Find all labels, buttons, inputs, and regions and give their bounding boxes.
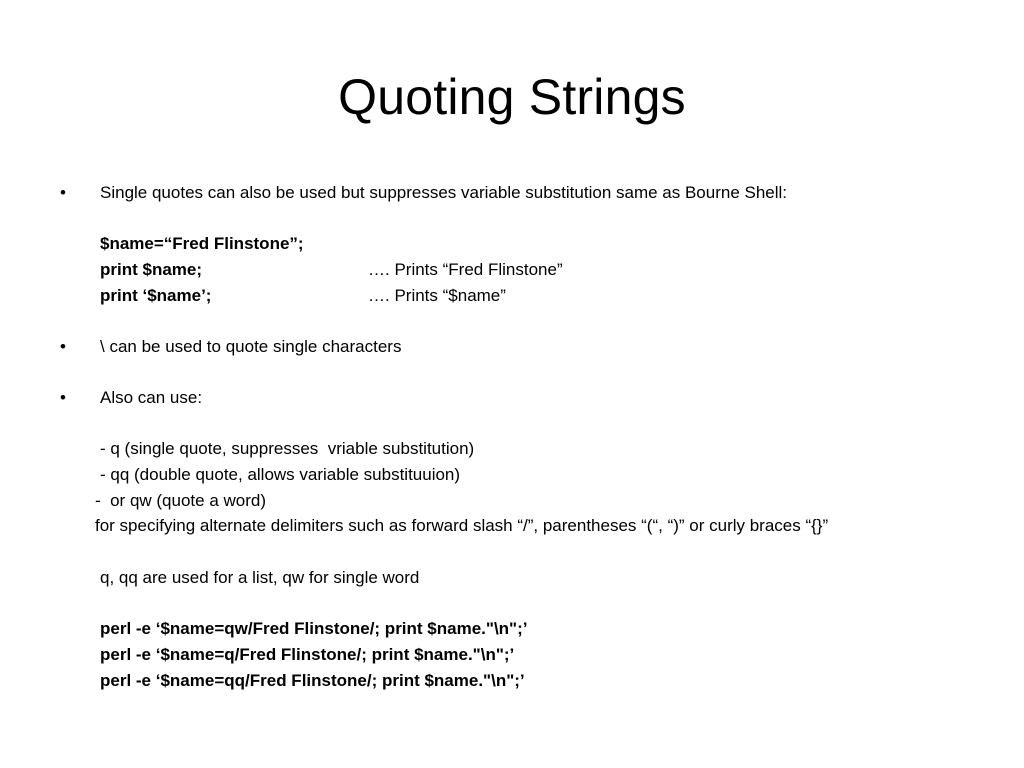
sub-line-list-vs-word: q, qq are used for a list, qw for single word xyxy=(100,568,420,587)
code-example-q: perl -e ‘$name=q/Fred Flinstone/; print $name."\n";’ xyxy=(100,645,515,664)
sub-line-qq: - qq (double quote, allows variable substituuion) xyxy=(100,465,461,484)
sub-line-delimiters: for specifying alternate delimiters such as forward slash “/”, parentheses “(“, “)” or curly braces “{}” xyxy=(95,516,829,535)
bullet-text-backslash: \ can be used to quote single characters xyxy=(100,337,402,356)
code-line-print-single: print ‘$name’; xyxy=(100,286,212,305)
code-line-print-double: print $name; xyxy=(100,260,203,279)
sub-line-qw: - or qw (quote a word) xyxy=(95,491,267,510)
bullet-icon: • xyxy=(60,183,66,202)
code-line-assign: $name=“Fred Flinstone”; xyxy=(100,234,304,253)
slide-title: Quoting Strings xyxy=(338,69,686,125)
code-note-prints-fred: …. Prints “Fred Flinstone” xyxy=(368,260,563,279)
code-note-prints-name: …. Prints “$name” xyxy=(368,286,506,305)
bullet-icon: • xyxy=(60,388,66,407)
bullet-text-single-quotes: Single quotes can also be used but suppresses variable substitution same as Bourne Shell: xyxy=(100,183,788,202)
bullet-text-also-can-use: Also can use: xyxy=(100,388,203,407)
code-example-qq: perl -e ‘$name=qq/Fred Flinstone/; print $name."\n";’ xyxy=(100,671,525,690)
sub-line-q: - q (single quote, suppresses vriable substitution) xyxy=(100,439,475,458)
code-example-qw: perl -e ‘$name=qw/Fred Flinstone/; print $name."\n";’ xyxy=(100,619,528,638)
bullet-icon: • xyxy=(60,337,66,356)
